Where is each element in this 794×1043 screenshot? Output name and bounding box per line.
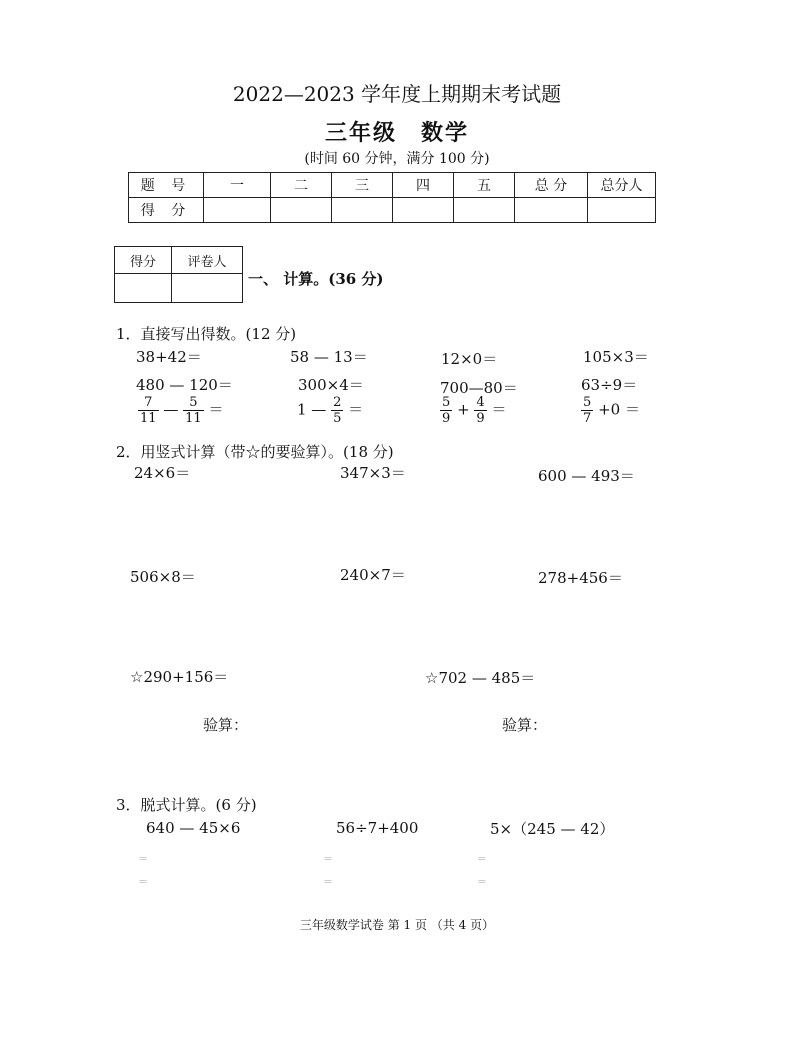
q2-check-label: 验算： (502, 716, 548, 734)
score-cell-header: 一 (204, 173, 271, 198)
score-cell-label: 得 分 (129, 198, 204, 223)
score-cell-header: 五 (454, 173, 515, 198)
q2-label: 2．用竖式计算（带☆的要验算）。(18 分) (116, 443, 394, 461)
q1-expression: 12×0＝ (441, 350, 498, 368)
score-cell-blank[interactable] (454, 198, 515, 223)
exam-info: (时间 60 分钟，满分 100 分) (304, 151, 490, 167)
q3-equal-sign: ＝ (477, 854, 487, 865)
score-cell-blank[interactable] (204, 198, 271, 223)
q1-expression: 480 — 120＝ (136, 376, 233, 394)
score-cell-blank[interactable] (515, 198, 588, 223)
score-cell-header: 总分人 (588, 173, 656, 198)
q1-expression: 63÷9＝ (581, 376, 638, 394)
q1-fraction-expression: $\frac{5}{7}$ +0 ＝ (583, 395, 640, 426)
fraction: $\frac{4}{9}$ (476, 395, 485, 426)
q3-equal-sign: ＝ (138, 854, 148, 865)
q2-expression: ☆702 — 485＝ (425, 669, 536, 687)
score-cell-blank[interactable] (588, 198, 656, 223)
fraction: $\frac{5}{9}$ (442, 395, 451, 426)
score-table-score-row (129, 198, 656, 223)
q3-expression: 640 — 45×6 (146, 819, 241, 837)
q1-expression: 700—80＝ (440, 379, 518, 397)
q3-expression: 5×（245 — 42） (490, 820, 615, 838)
score-cell-blank[interactable] (393, 198, 454, 223)
q1-expression: 58 — 13＝ (290, 348, 368, 366)
score-cell-blank[interactable] (271, 198, 332, 223)
grader-score-label: 得分 (115, 247, 172, 274)
fraction: $\frac{5}{11}$ (185, 395, 202, 426)
q2-expression: 240×7＝ (340, 566, 406, 584)
q2-expression: 347×3＝ (340, 464, 406, 482)
exam-subtitle: 三年级 数学 (324, 120, 469, 146)
grader-name-blank[interactable] (172, 274, 243, 303)
q1-fraction-expression: $\frac{5}{9}$ + $\frac{4}{9}$ ＝ (442, 395, 507, 426)
q1-label: 1．直接写出得数。(12 分) (116, 325, 297, 343)
q3-label: 3．脱式计算。(6 分) (116, 796, 257, 814)
score-table-header-row (129, 173, 656, 198)
q1-expression: 105×3＝ (583, 348, 649, 366)
q3-equal-sign: ＝ (323, 854, 333, 865)
q3-equal-sign: ＝ (138, 877, 148, 888)
score-cell-blank[interactable] (332, 198, 393, 223)
q2-expression: 278+456＝ (538, 569, 623, 587)
q2-expression: ☆290+156＝ (130, 668, 229, 686)
q3-equal-sign: ＝ (477, 877, 487, 888)
q3-equal-sign: ＝ (323, 877, 333, 888)
q2-check-label: 验算： (203, 716, 249, 734)
score-cell-header: 总 分 (515, 173, 588, 198)
score-cell-header: 二 (271, 173, 332, 198)
q1-expression: 300×4＝ (298, 376, 364, 394)
q2-expression: 600 — 493＝ (538, 467, 635, 485)
q1-fraction-expression: 1 — $\frac{2}{5}$ ＝ (297, 395, 364, 426)
exam-title: 2022—2023 学年度上期期末考试题 (232, 82, 562, 106)
q2-expression: 24×6＝ (134, 464, 191, 482)
q1-fraction-expression: $\frac{7}{11}$ — $\frac{5}{11}$ ＝ (140, 395, 224, 426)
score-cell-header: 三 (332, 173, 393, 198)
grader-score-blank[interactable] (115, 274, 172, 303)
score-cell-label: 题 号 (129, 173, 204, 198)
page-footer: 三年级数学试卷 第 1 页 （共 4 页） (299, 918, 495, 932)
fraction: $\frac{2}{5}$ (333, 395, 342, 426)
q2-expression: 506×8＝ (130, 568, 196, 586)
fraction: $\frac{7}{11}$ (140, 395, 157, 426)
q1-expression: 38+42＝ (136, 348, 202, 366)
score-table (128, 172, 656, 223)
section1-heading: 一、 计算。(36 分) (248, 270, 384, 288)
grader-box (114, 246, 243, 303)
q3-expression: 56÷7+400 (336, 819, 419, 837)
grader-name-label: 评卷人 (172, 247, 243, 274)
fraction: $\frac{5}{7}$ (583, 395, 592, 426)
score-cell-header: 四 (393, 173, 454, 198)
